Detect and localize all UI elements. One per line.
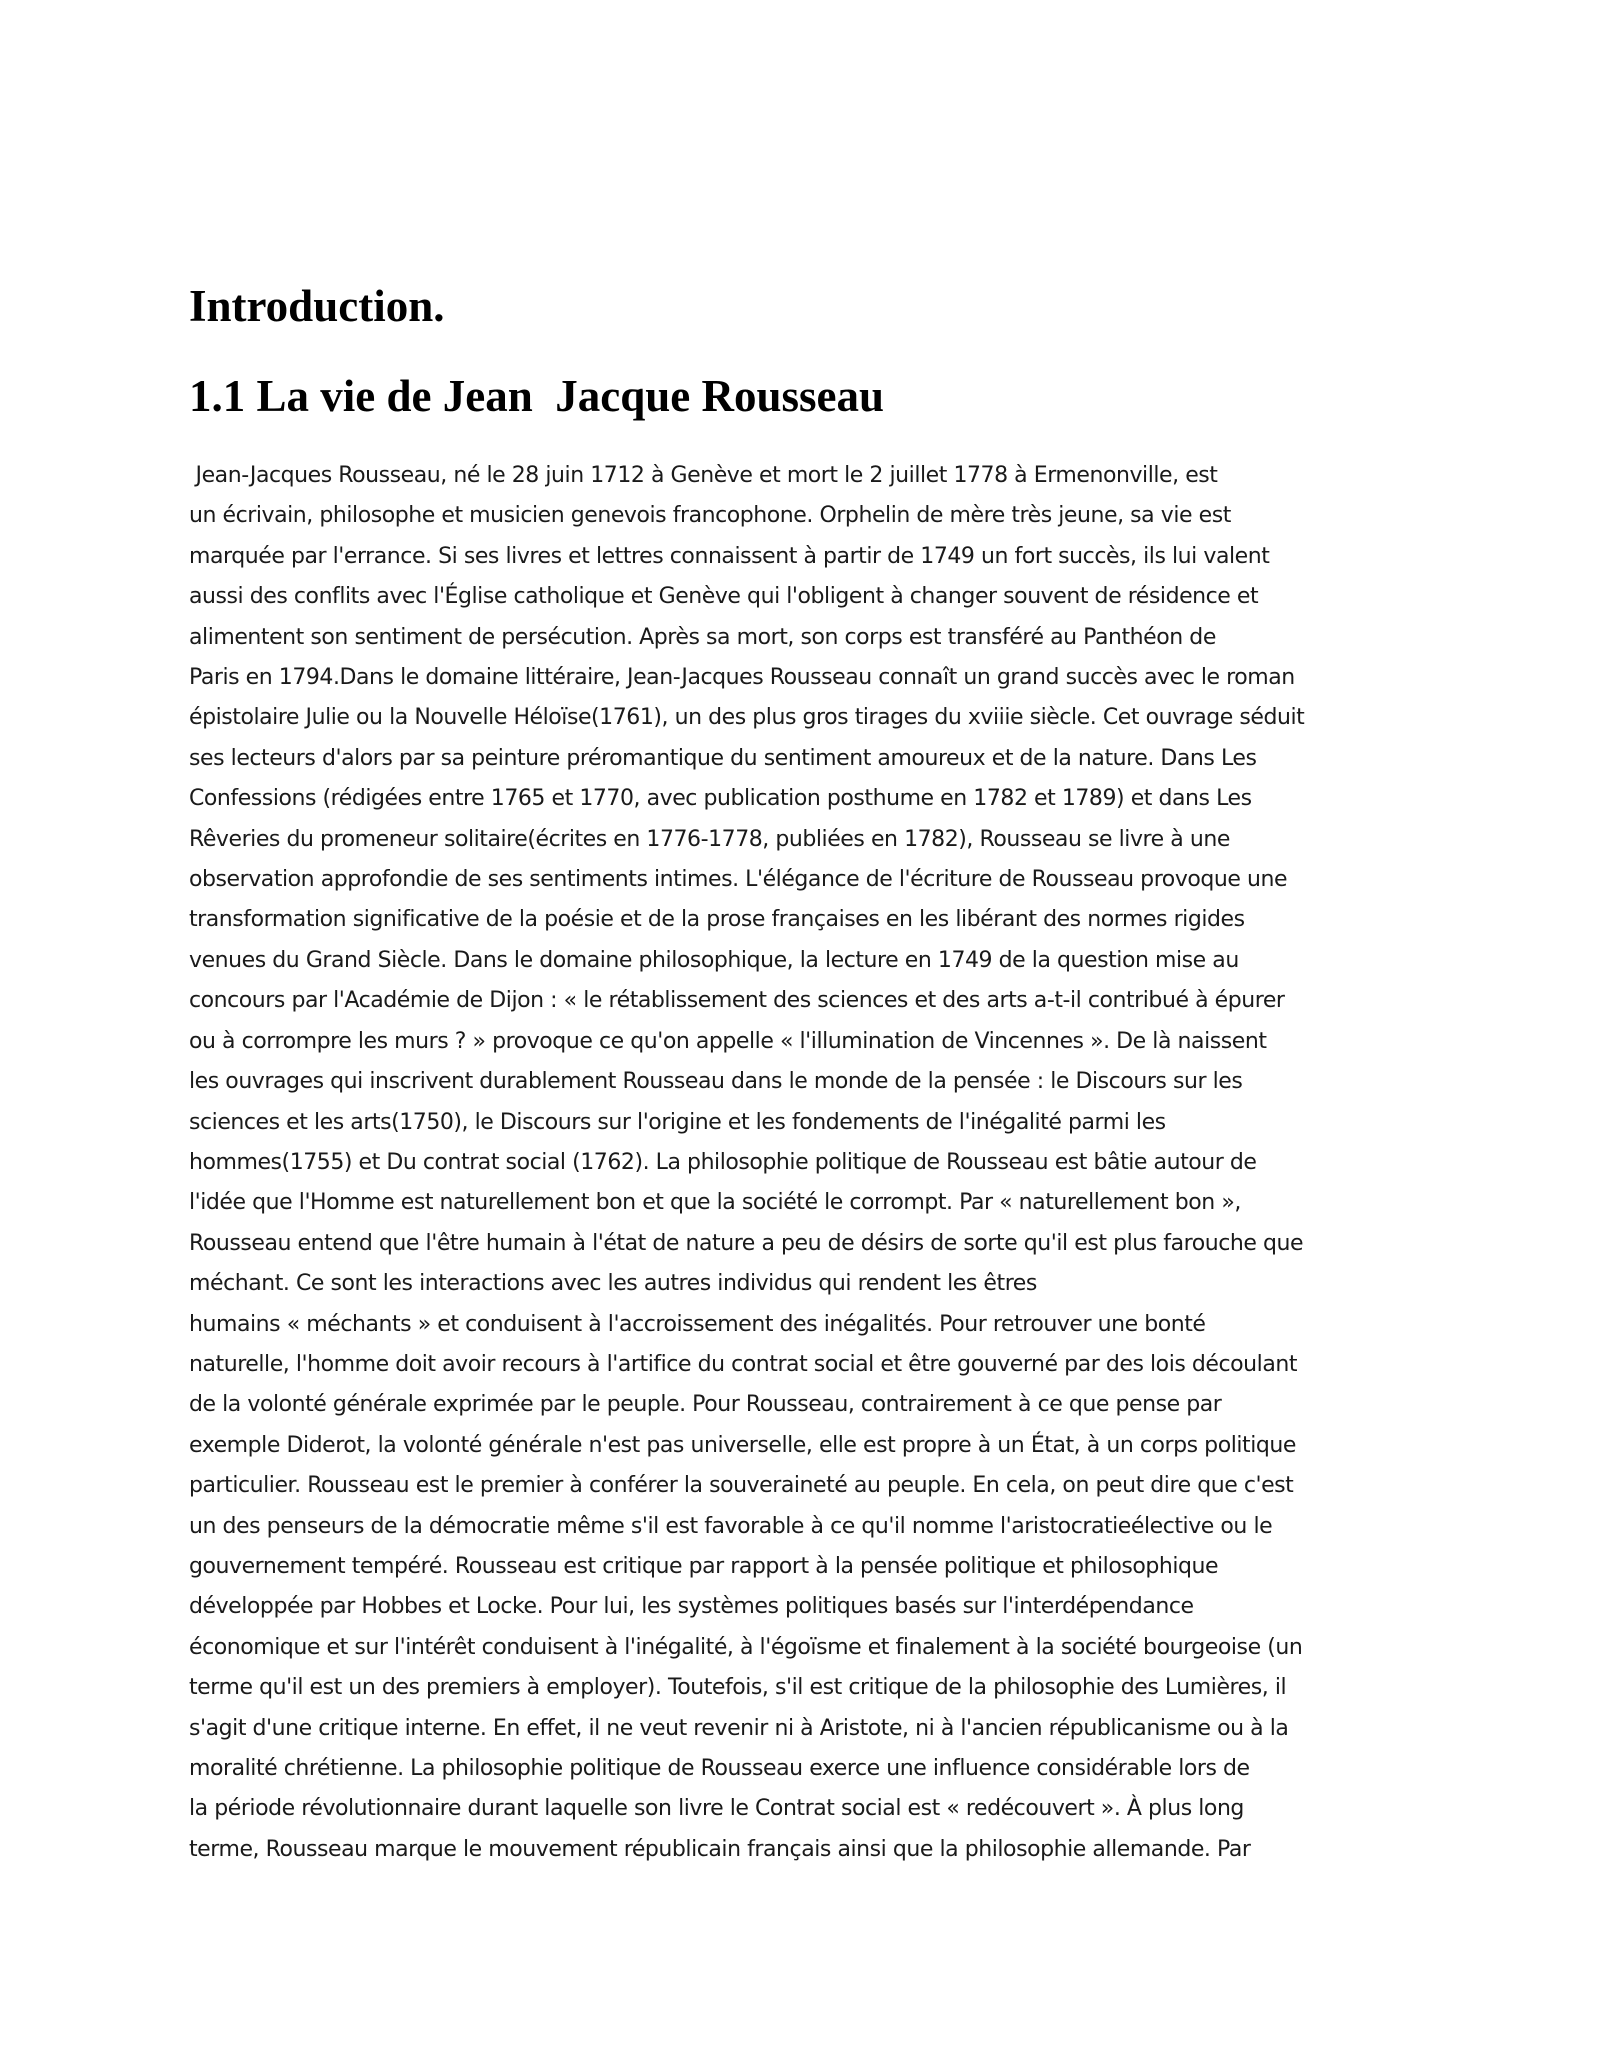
text-line: observation approfondie de ses sentiments intimes. L'élégance de l'écriture de Rousseau provoque une [189,867,1288,893]
section-title: 1.1 La vie de Jean Jacque Rousseau [189,371,885,421]
body-paragraph [189,456,1419,1870]
text-line: de la volonté générale exprimée par le peuple. Pour Rousseau, contrairement à ce que pense par [189,1392,1222,1418]
text-line: terme qu'il est un des premiers à employer). Toutefois, s'il est critique de la philosophie des Lumières, il [189,1675,1287,1701]
text-line: Confessions (rédigées entre 1765 et 1770, avec publication posthume en 1782 et 1789) et dans Les [189,786,1252,812]
text-line: marquée par l'errance. Si ses livres et lettres connaissent à partir de 1749 un fort succès, ils lui valent [189,543,1270,569]
text-line: exemple Diderot, la volonté générale n'est pas universelle, elle est propre à un État, à un corps politique [189,1432,1296,1458]
text-line: ou à corrompre les murs ? » provoque ce qu'on appelle « l'illumination de Vincennes ». De là naissent [189,1028,1267,1054]
text-line: l'idée que l'Homme est naturellement bon et que la société le corrompt. Par « naturellement bon », [189,1190,1241,1216]
text-line: un des penseurs de la démocratie même s'il est favorable à ce qu'il nomme l'aristocratieélective ou le [189,1513,1273,1539]
text-line: naturelle, l'homme doit avoir recours à l'artifice du contrat social et être gouverné par des lois découlant [189,1351,1298,1377]
text-line: développée par Hobbes et Locke. Pour lui, les systèmes politiques basés sur l'interdépendance [189,1594,1194,1620]
text-line: humains « méchants » et conduisent à l'accroissement des inégalités. Pour retrouver une bonté [189,1311,1206,1337]
page-heading: Introduction. [189,281,445,331]
text-line: un écrivain, philosophe et musicien genevois francophone. Orphelin de mère très jeune, sa vie est [189,503,1231,529]
text-line: épistolaire Julie ou la Nouvelle Héloïse(1761), un des plus gros tirages du xviiie siècle. Cet ouvrage séduit [189,705,1305,731]
text-line: économique et sur l'intérêt conduisent à l'inégalité, à l'égoïsme et finalement à la société bourgeoise (un [189,1634,1303,1660]
page-content [189,276,1419,1870]
text-line: moralité chrétienne. La philosophie politique de Rousseau exerce une influence considérable lors de [189,1756,1250,1781]
text-line: terme, Rousseau marque le mouvement républicain français ainsi que la philosophie allemande. Par [189,1836,1251,1862]
text-line: transformation significative de la poésie et de la prose françaises en les libérant des normes rigides [189,907,1245,933]
text-line: hommes(1755) et Du contrat social (1762). La philosophie politique de Rousseau est bâtie autour de [189,1149,1257,1175]
text-line: venues du Grand Siècle. Dans le domaine philosophique, la lecture en 1749 de la question mise au [189,947,1239,973]
text-line: particulier. Rousseau est le premier à conférer la souveraineté au peuple. En cela, on peut dire que c'est [189,1473,1294,1499]
text-line: ses lecteurs d'alors par sa peinture préromantique du sentiment amoureux et de la nature. Dans Les [189,745,1257,771]
text-line: concours par l'Académie de Dijon : « le rétablissement des sciences et des arts a-t-il contribué à épurer [189,988,1285,1014]
text-line: Rêveries du promeneur solitaire(écrites en 1776-1778, publiées en 1782), Rousseau se livre à une [189,826,1230,852]
text-line: alimentent son sentiment de persécution. Après sa mort, son corps est transféré au Panthéon de [189,624,1216,650]
text-line: méchant. Ce sont les interactions avec les autres individus qui rendent les êtres [189,1271,1037,1297]
text-line: sciences et les arts(1750), le Discours sur l'origine et les fondements de l'inégalité parmi les [189,1109,1166,1135]
text-line: gouvernement tempéré. Rousseau est critique par rapport à la pensée politique et philosophique [189,1553,1219,1579]
text-line: Jean-Jacques Rousseau, né le 28 juin 1712 à Genève et mort le 2 juillet 1778 à Ermenonville, est [189,463,1218,488]
text-line: Paris en 1794.Dans le domaine littéraire, Jean-Jacques Rousseau connaît un grand succès avec le roman [189,665,1295,691]
text-line: Rousseau entend que l'être humain à l'état de nature a peu de désirs de sorte qu'il est plus farouche que [189,1230,1304,1256]
text-line: la période révolutionnaire durant laquelle son livre le Contrat social est « redécouvert ». À plus long [189,1796,1244,1822]
text-line: aussi des conflits avec l'Église catholique et Genève qui l'obligent à changer souvent de résidence et [189,584,1259,610]
text-line: s'agit d'une critique interne. En effet, il ne veut revenir ni à Aristote, ni à l'ancien républicanisme ou à la [189,1715,1289,1741]
text-line: les ouvrages qui inscrivent durablement Rousseau dans le monde de la pensée : le Discours sur les [189,1069,1243,1095]
